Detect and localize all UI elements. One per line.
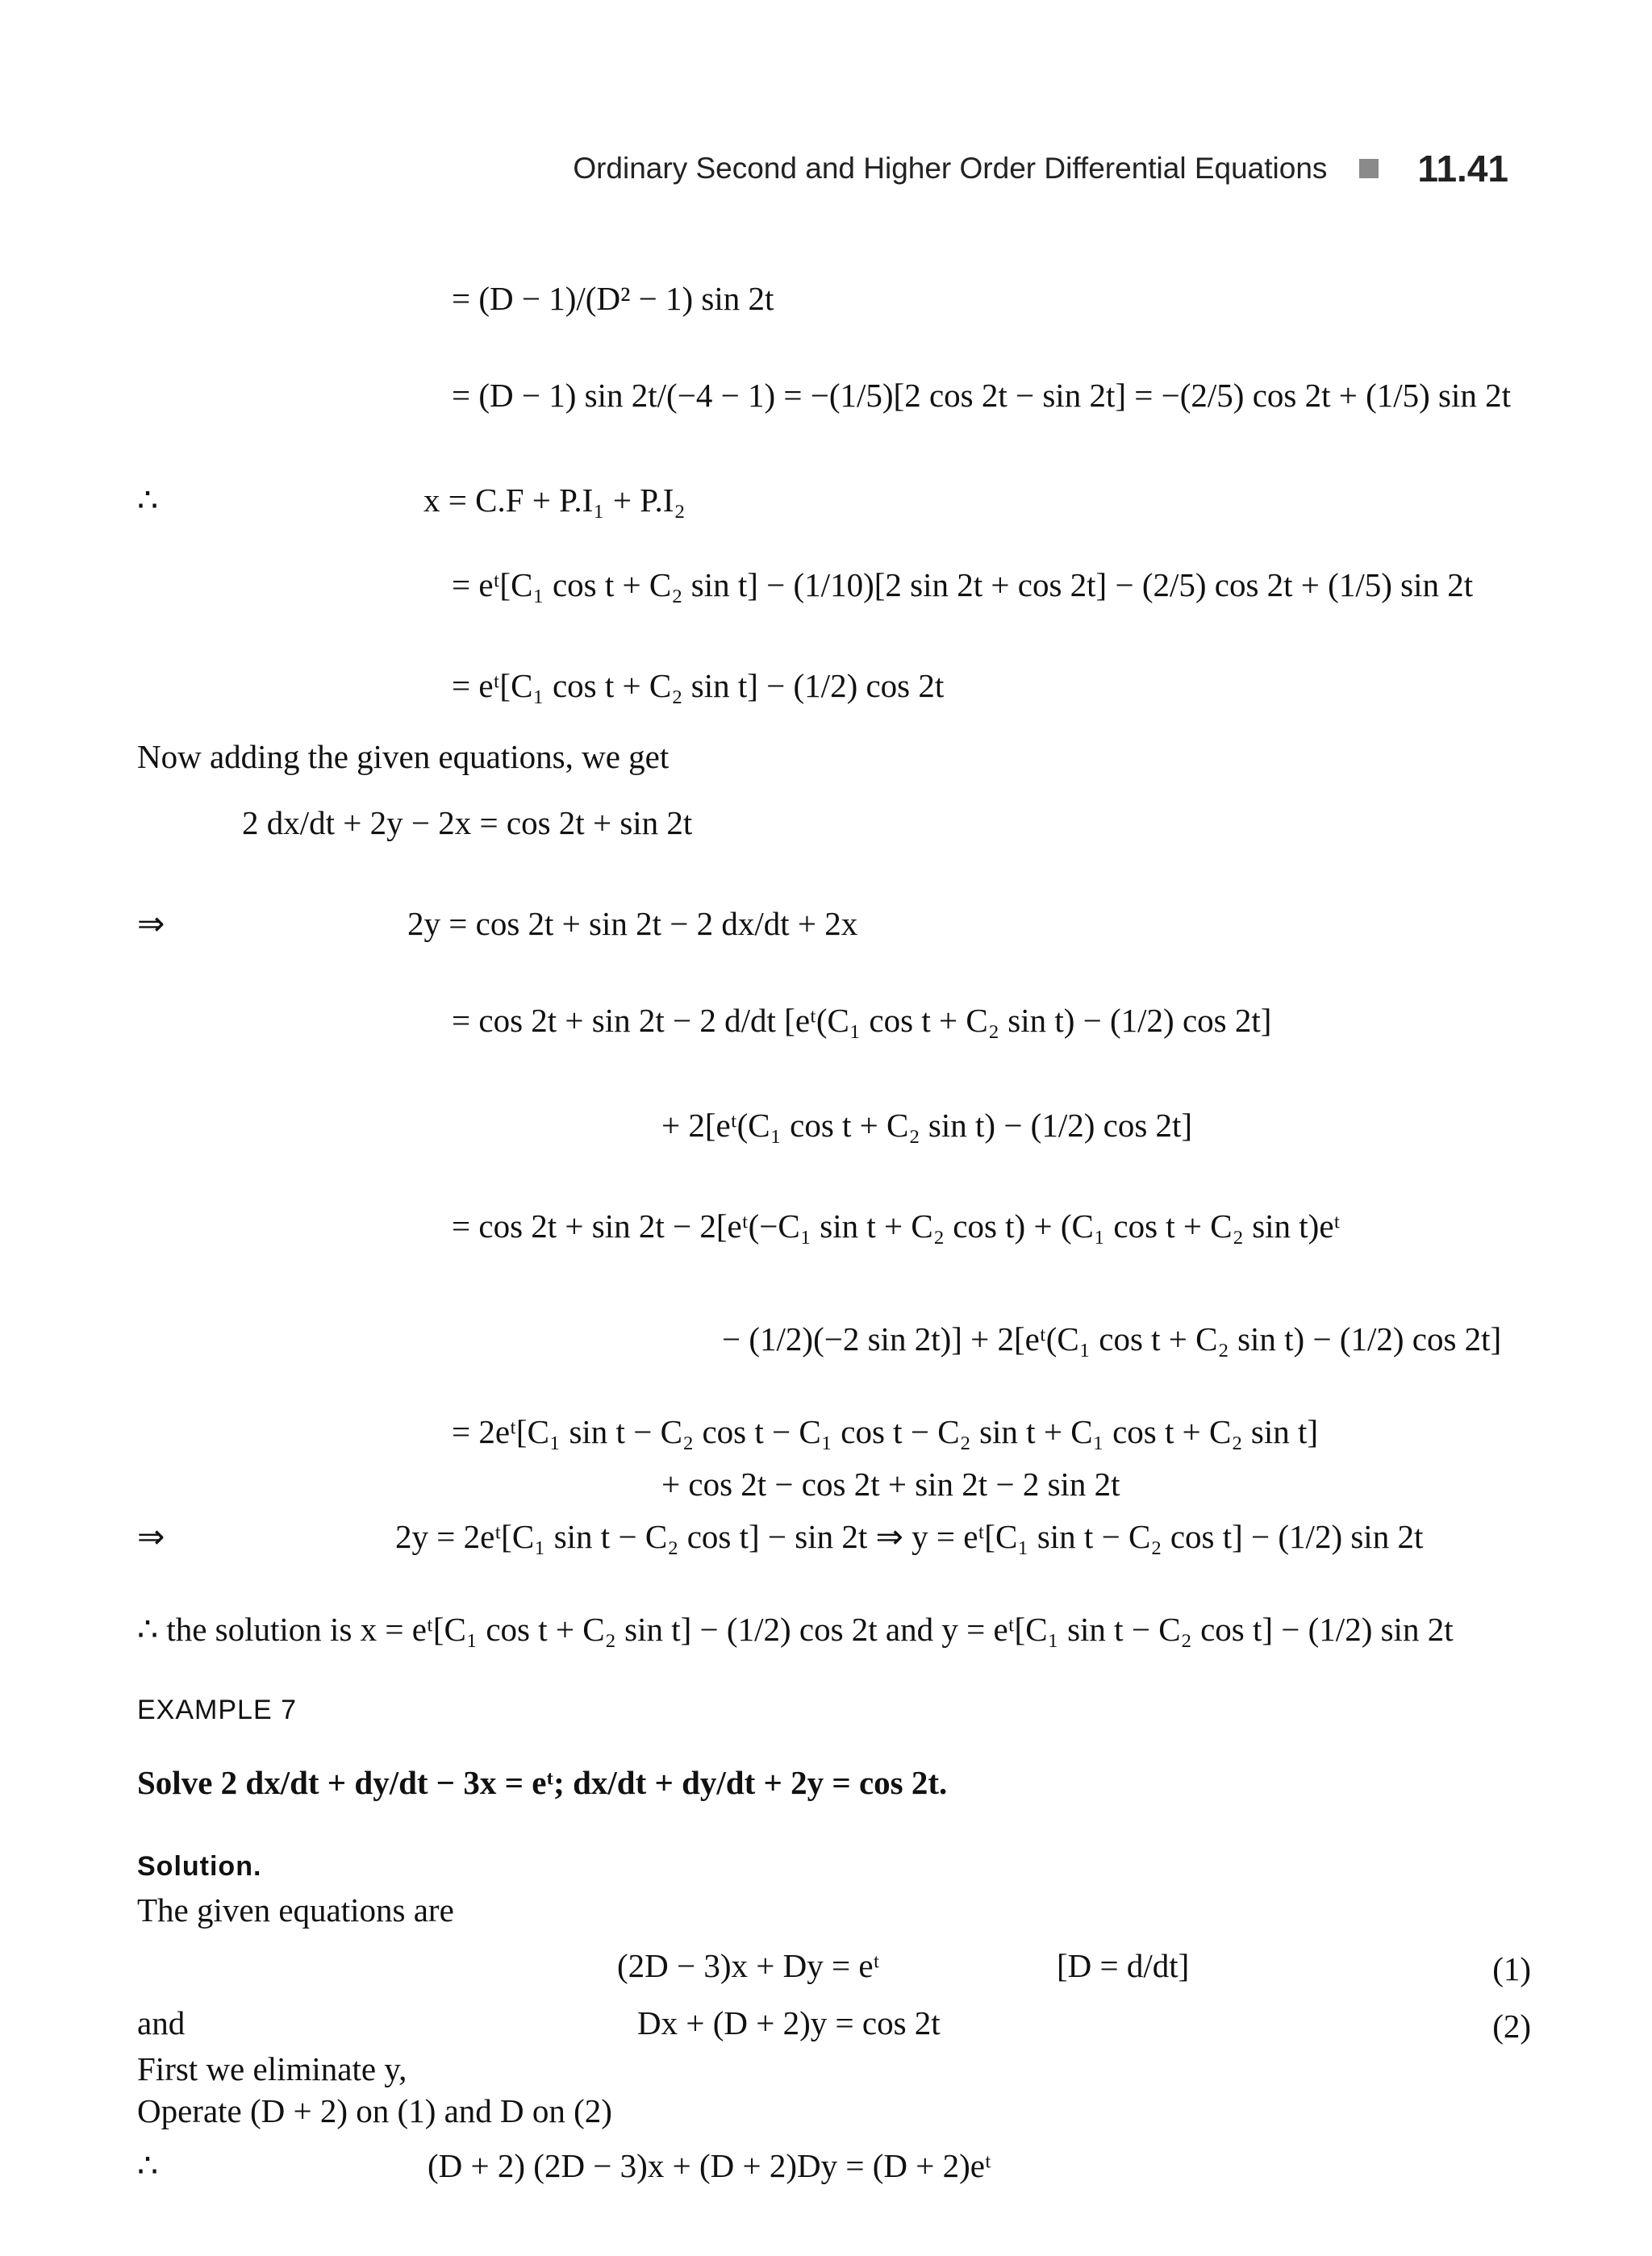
text-line: (D + 2) (2D − 3)x + (D + 2)Dy = (D + 2)eᵗ <box>428 2147 991 2184</box>
text-line: [D = d/dt] <box>1057 1947 1190 1984</box>
header-square-icon <box>1359 159 1379 178</box>
text-line: ∴ <box>137 482 159 519</box>
text-line: = eᵗ[C₁ cos t + C₂ sin t] − (1/2) cos 2t <box>452 667 945 704</box>
text-line: = cos 2t + sin 2t − 2[eᵗ(−C₁ sin t + C₂ cos t) + (C₁ cos t + C₂ sin t)eᵗ <box>452 1207 1341 1245</box>
text-line: (2D − 3)x + Dy = eᵗ <box>617 1947 880 1984</box>
text-line: EXAMPLE 7 <box>137 1695 297 1725</box>
text-line: ⇒ <box>137 1518 165 1555</box>
running-header <box>573 147 1508 190</box>
text-line: Solve 2 dx/dt + dy/dt − 3x = eᵗ; dx/dt + dy/dt + 2y = cos 2t. <box>137 1764 948 1801</box>
text-line: + 2[eᵗ(C₁ cos t + C₂ sin t) − (1/2) cos 2t] <box>661 1107 1193 1144</box>
text-line: Operate (D + 2) on (1) and D on (2) <box>137 2092 612 2129</box>
page-number: 11.41 <box>1417 148 1508 190</box>
text-line: − (1/2)(−2 sin 2t)] + 2[eᵗ(C₁ cos t + C₂ sin t) − (1/2) cos 2t] <box>722 1320 1502 1357</box>
text-line: x = C.F + P.I₁ + P.I₂ <box>423 482 686 519</box>
text-line: 2 dx/dt + 2y − 2x = cos 2t + sin 2t <box>242 804 693 841</box>
equation-number: (1) <box>1492 1950 1531 1987</box>
text-line: 2y = cos 2t + sin 2t − 2 dx/dt + 2x <box>407 905 858 942</box>
text-line: ∴ the solution is x = eᵗ[C₁ cos t + C₂ sin t] − (1/2) cos 2t and y = eᵗ[C₁ sin t − C₂ cos t] − (1/2) sin 2t <box>137 1611 1454 1648</box>
text-line: 2y = 2eᵗ[C₁ sin t − C₂ cos t] − sin 2t ⇒ y = eᵗ[C₁ sin t − C₂ cos t] − (1/2) sin 2t <box>395 1518 1424 1555</box>
text-line: and <box>137 2004 186 2041</box>
text-line: = (D − 1)/(D² − 1) sin 2t <box>452 280 774 317</box>
text-line: ∴ <box>137 2147 159 2184</box>
text-line: = eᵗ[C₁ cos t + C₂ sin t] − (1/10)[2 sin 2t + cos 2t] − (2/5) cos 2t + (1/5) sin 2t <box>452 566 1474 603</box>
text-line: = cos 2t + sin 2t − 2 d/dt [eᵗ(C₁ cos t + C₂ sin t) − (1/2) cos 2t] <box>452 1002 1272 1039</box>
text-line: ⇒ <box>137 905 165 942</box>
text-line: = 2eᵗ[C₁ sin t − C₂ cos t − C₁ cos t − C₂ sin t + C₁ cos t + C₂ sin t] <box>452 1413 1319 1450</box>
text-line: The given equations are <box>137 1891 454 1929</box>
equation-number: (2) <box>1492 2008 1531 2045</box>
text-line: First we eliminate y, <box>137 2050 407 2087</box>
text-line: Dx + (D + 2)y = cos 2t <box>637 2004 941 2041</box>
header-title: Ordinary Second and Higher Order Differential Equations <box>573 152 1328 185</box>
text-line: + cos 2t − cos 2t + sin 2t − 2 sin 2t <box>661 1466 1120 1503</box>
text-line: = (D − 1) sin 2t/(−4 − 1) = −(1/5)[2 cos 2t − sin 2t] = −(2/5) cos 2t + (1/5) sin 2t <box>452 377 1512 414</box>
text-line: Now adding the given equations, we get <box>137 738 670 775</box>
text-line: Solution. <box>137 1851 262 1882</box>
